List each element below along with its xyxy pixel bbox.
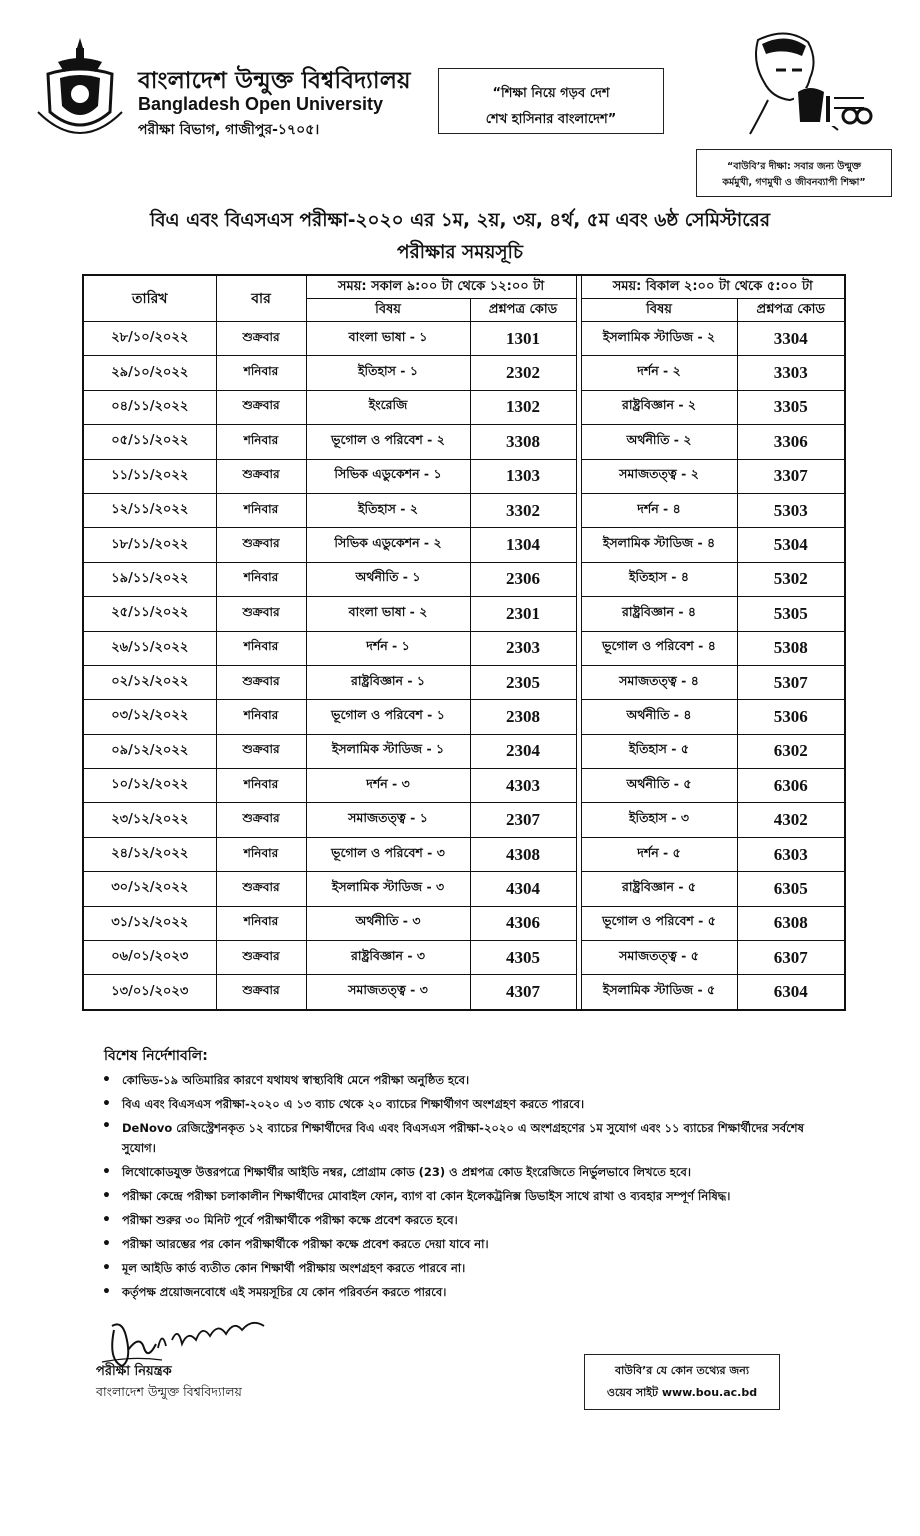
morning-subject-cell: ভূগোল ও পরিবেশ - ৩: [306, 837, 470, 871]
morning-subject-cell: সিভিক এডুকেশন - ১: [306, 459, 470, 493]
table-row: [83, 390, 845, 424]
day-cell: শনিবার: [216, 837, 306, 871]
afternoon-code-cell: 6306: [737, 769, 845, 803]
bullet-icon: •: [102, 1284, 111, 1300]
instructions-heading: বিশেষ নির্দেশাবলি:: [104, 1048, 208, 1064]
instruction-item: [96, 1256, 816, 1280]
morning-code-cell: 1303: [470, 459, 576, 493]
bullet-icon: •: [102, 1260, 111, 1276]
morning-code-cell: 2305: [470, 665, 576, 699]
day-cell: শনিবার: [216, 906, 306, 940]
afternoon-subject-cell: ভূগোল ও পরিবেশ - ৪: [581, 631, 737, 665]
morning-subject-cell: দর্শন - ৩: [306, 769, 470, 803]
morning-code-cell: 1302: [470, 390, 576, 424]
day-cell: শুক্রবার: [216, 390, 306, 424]
day-cell: শনিবার: [216, 562, 306, 596]
morning-subject-cell: অর্থনীতি - ৩: [306, 906, 470, 940]
date-cell: ২৯/১০/২০২২: [83, 356, 216, 390]
morning-code-cell: 1301: [470, 322, 576, 356]
morning-subject-cell: ইংরেজি: [306, 390, 470, 424]
morning-code-cell: 2304: [470, 734, 576, 768]
afternoon-subject-cell: সমাজতত্ত্ব - ৪: [581, 665, 737, 699]
date-cell: ১৩/০১/২০২৩: [83, 975, 216, 1010]
instruction-item: [96, 1092, 816, 1116]
morning-code-cell: 2308: [470, 700, 576, 734]
afternoon-code-cell: 5305: [737, 597, 845, 631]
date-cell: ০২/১২/২০২২: [83, 665, 216, 699]
instruction-item: [96, 1116, 816, 1160]
afternoon-code-cell: 4302: [737, 803, 845, 837]
afternoon-code-cell: 6308: [737, 906, 845, 940]
date-cell: ২৩/১২/২০২২: [83, 803, 216, 837]
afternoon-code-cell: 6303: [737, 837, 845, 871]
bullet-icon: •: [102, 1118, 111, 1134]
afternoon-code-cell: 5306: [737, 700, 845, 734]
date-cell: ১৯/১১/২০২২: [83, 562, 216, 596]
bullet-icon: •: [102, 1164, 111, 1180]
afternoon-code-cell: 6304: [737, 975, 845, 1010]
afternoon-subject-cell: ভূগোল ও পরিবেশ - ৫: [581, 906, 737, 940]
exam-schedule-table: [82, 274, 846, 1011]
table-row: [83, 459, 845, 493]
morning-subject-cell: ইসলামিক স্টাডিজ - ১: [306, 734, 470, 768]
column-header-morning-code: প্রশ্নপত্র কোড: [470, 299, 576, 322]
morning-code-cell: 1304: [470, 528, 576, 562]
university-logo-icon: [30, 34, 130, 144]
afternoon-subject-cell: অর্থনীতি - ২: [581, 425, 737, 459]
bullet-icon: •: [102, 1188, 111, 1204]
instruction-text: পরীক্ষা শুরুর ৩০ মিনিট পূর্বে পরীক্ষার্থীকে পরীক্ষা কক্ষে প্রবেশ করতে হবে।: [122, 1213, 458, 1227]
table-row: [83, 597, 845, 631]
day-cell: শুক্রবার: [216, 528, 306, 562]
afternoon-session-header: সময়: বিকাল ২:০০ টা থেকে ৫:০০ টা: [581, 275, 845, 299]
date-cell: ০৩/১২/২০২২: [83, 700, 216, 734]
date-cell: ২৬/১১/২০২২: [83, 631, 216, 665]
slogan-line-2: শেখ হাসিনার বাংলাদেশ”: [485, 112, 617, 127]
instruction-text: কোভিড-১৯ অতিমারির কারণে যথাযথ স্বাস্থ্যবিধি মেনে পরীক্ষা অনুষ্ঠিত হবে।: [122, 1073, 470, 1087]
morning-code-cell: 2307: [470, 803, 576, 837]
date-cell: ০৯/১২/২০২২: [83, 734, 216, 768]
bullet-icon: •: [102, 1072, 111, 1088]
date-cell: ১৮/১১/২০২২: [83, 528, 216, 562]
instruction-item: [96, 1068, 816, 1092]
afternoon-subject-cell: ইতিহাস - ৫: [581, 734, 737, 768]
date-cell: ০৪/১১/২০২২: [83, 390, 216, 424]
afternoon-code-cell: 3306: [737, 425, 845, 459]
morning-subject-cell: ভূগোল ও পরিবেশ - ২: [306, 425, 470, 459]
day-cell: শনিবার: [216, 493, 306, 527]
afternoon-subject-cell: রাষ্ট্রবিজ্ঞান - ৫: [581, 872, 737, 906]
day-cell: শুক্রবার: [216, 975, 306, 1010]
morning-code-cell: 2301: [470, 597, 576, 631]
table-row: [83, 528, 845, 562]
instruction-text: DeNovo রেজিস্ট্রেশনকৃত ১২ ব্যাচের শিক্ষার্থীদের বিএ এবং বিএসএস পরীক্ষা-২০২০ এ অংশগ্রহণের ১ম সুযোগ এবং ১১ ব্যাচের শিক্ষার্থীদের সর্বশেষ সুযোগ।: [122, 1121, 804, 1155]
university-name-bn: বাংলাদেশ উন্মুক্ত বিশ্ববিদ্যালয়: [138, 68, 411, 94]
afternoon-subject-cell: দর্শন - ২: [581, 356, 737, 390]
column-header-afternoon-code: প্রশ্নপত্র কোড: [737, 299, 845, 322]
bullet-icon: •: [102, 1236, 111, 1252]
afternoon-subject-cell: ইসলামিক স্টাডিজ - ২: [581, 322, 737, 356]
morning-subject-cell: সমাজতত্ত্ব - ৩: [306, 975, 470, 1010]
table-row: [83, 356, 845, 390]
afternoon-subject-cell: সমাজতত্ত্ব - ২: [581, 459, 737, 493]
morning-code-cell: 4307: [470, 975, 576, 1010]
instruction-item: [96, 1208, 816, 1232]
date-cell: ৩০/১২/২০২২: [83, 872, 216, 906]
document-subtitle: পরীক্ষার সময়সূচি: [397, 242, 523, 263]
day-cell: শুক্রবার: [216, 734, 306, 768]
column-header-morning-subject: বিষয়: [306, 299, 470, 322]
afternoon-subject-cell: অর্থনীতি - ৪: [581, 700, 737, 734]
table-row: [83, 322, 845, 356]
afternoon-subject-cell: সমাজতত্ত্ব - ৫: [581, 941, 737, 975]
vision-line-1: “বাউবি’র দীক্ষা: সবার জন্য উন্মুক্ত: [727, 161, 861, 172]
morning-code-cell: 4308: [470, 837, 576, 871]
vision-line-2: কর্মমুখী, গণমুখী ও জীবনব্যাপী শিক্ষা”: [722, 177, 866, 188]
morning-subject-cell: রাষ্ট্রবিজ্ঞান - ১: [306, 665, 470, 699]
morning-code-cell: 4306: [470, 906, 576, 940]
table-row: [83, 941, 845, 975]
afternoon-subject-cell: ইতিহাস - ৪: [581, 562, 737, 596]
afternoon-subject-cell: দর্শন - ৪: [581, 493, 737, 527]
day-cell: শুক্রবার: [216, 459, 306, 493]
column-header-afternoon-subject: বিষয়: [581, 299, 737, 322]
morning-code-cell: 4304: [470, 872, 576, 906]
date-cell: ২৫/১১/২০২২: [83, 597, 216, 631]
instruction-text: বিএ এবং বিএসএস পরীক্ষা-২০২০ এ ১৩ ব্যাচ থেকে ২০ ব্যাচের শিক্ষার্থীগণ অংশগ্রহণ করতে পারবে।: [122, 1097, 585, 1111]
day-cell: শুক্রবার: [216, 322, 306, 356]
slogan-box: [438, 68, 664, 134]
instruction-item: [96, 1160, 816, 1184]
date-cell: ১০/১২/২০২২: [83, 769, 216, 803]
morning-subject-cell: বাংলা ভাষা - ১: [306, 322, 470, 356]
instruction-item: [96, 1232, 816, 1256]
table-row: [83, 837, 845, 871]
day-cell: শনিবার: [216, 425, 306, 459]
university-address: পরীক্ষা বিভাগ, গাজীপুর-১৭০৫।: [138, 122, 320, 138]
university-name-en: Bangladesh Open University: [138, 94, 384, 114]
instruction-item: [96, 1184, 816, 1208]
morning-code-cell: 2303: [470, 631, 576, 665]
morning-subject-cell: দর্শন - ১: [306, 631, 470, 665]
morning-subject-cell: সিভিক এডুকেশন - ২: [306, 528, 470, 562]
morning-subject-cell: রাষ্ট্রবিজ্ঞান - ৩: [306, 941, 470, 975]
instruction-text: পরীক্ষা কেন্দ্রে পরীক্ষা চলাকালীন শিক্ষার্থীদের মোবাইল ফোন, ব্যাগ বা কোন ইলেকট্রনিক্স ডিভাইস সাথে রাখা ও ব্যবহার সম্পূর্ণ নিষিদ্ধ।: [122, 1189, 731, 1203]
table-row: [83, 734, 845, 768]
website-info-line-2: ওয়েব সাইট www.bou.ac.bd: [606, 1386, 758, 1399]
afternoon-code-cell: 6305: [737, 872, 845, 906]
slogan-line-1: “শিক্ষা নিয়ে গড়ব দেশ: [492, 86, 610, 101]
afternoon-code-cell: 3305: [737, 390, 845, 424]
day-cell: শনিবার: [216, 769, 306, 803]
date-cell: ২৮/১০/২০২২: [83, 322, 216, 356]
table-row: [83, 700, 845, 734]
afternoon-subject-cell: ইসলামিক স্টাডিজ - ৪: [581, 528, 737, 562]
date-cell: ২৪/১২/২০২২: [83, 837, 216, 871]
day-cell: শুক্রবার: [216, 803, 306, 837]
bullet-icon: •: [102, 1212, 111, 1228]
day-cell: শনিবার: [216, 356, 306, 390]
morning-session-header: সময়: সকাল ৯:০০ টা থেকে ১২:০০ টা: [306, 275, 576, 299]
morning-subject-cell: ইসলামিক স্টাডিজ - ৩: [306, 872, 470, 906]
day-cell: শুক্রবার: [216, 597, 306, 631]
table-row: [83, 769, 845, 803]
afternoon-subject-cell: রাষ্ট্রবিজ্ঞান - ২: [581, 390, 737, 424]
column-header-day: বার: [216, 275, 306, 322]
date-cell: ০৫/১১/২০২২: [83, 425, 216, 459]
document-title: বিএ এবং বিএসএস পরীক্ষা-২০২০ এর ১ম, ২য়, ৩য়, ৪র্থ, ৫ম এবং ৬ষ্ঠ সেমিস্টারের: [149, 210, 771, 231]
morning-subject-cell: ইতিহাস - ২: [306, 493, 470, 527]
afternoon-subject-cell: ইতিহাস - ৩: [581, 803, 737, 837]
schedule-rows: [83, 322, 845, 1010]
afternoon-code-cell: 5308: [737, 631, 845, 665]
day-cell: শনিবার: [216, 700, 306, 734]
table-row: [83, 975, 845, 1010]
signatory-title: পরীক্ষা নিয়ন্ত্রক: [96, 1364, 172, 1379]
table-row: [83, 803, 845, 837]
afternoon-subject-cell: দর্শন - ৫: [581, 837, 737, 871]
day-cell: শুক্রবার: [216, 665, 306, 699]
instructions-list: [96, 1068, 816, 1304]
afternoon-code-cell: 5303: [737, 493, 845, 527]
instruction-text: লিথোকোডযুক্ত উত্তরপত্রে শিক্ষার্থীর আইডি নম্বর, প্রোগ্রাম কোড (23) ও প্রশ্নপত্র কোড ইংরেজিতে নির্ভুলভাবে লিখতে হবে।: [122, 1165, 692, 1179]
morning-code-cell: 3302: [470, 493, 576, 527]
date-cell: ৩১/১২/২০২২: [83, 906, 216, 940]
afternoon-code-cell: 5304: [737, 528, 845, 562]
table-row: [83, 631, 845, 665]
table-row: [83, 562, 845, 596]
instruction-text: পরীক্ষা আরম্ভের পর কোন পরীক্ষার্থীকে পরীক্ষা কক্ষে প্রবেশ করতে দেয়া যাবে না।: [122, 1237, 489, 1251]
afternoon-code-cell: 6307: [737, 941, 845, 975]
vision-box: [696, 149, 892, 197]
afternoon-code-cell: 3304: [737, 322, 845, 356]
column-header-date: তারিখ: [83, 275, 216, 322]
instruction-text: কর্তৃপক্ষ প্রয়োজনবোধে এই সময়সূচির যে কোন পরিবর্তন করতে পারবে।: [122, 1285, 447, 1299]
table-row: [83, 665, 845, 699]
morning-code-cell: 4303: [470, 769, 576, 803]
day-cell: শুক্রবার: [216, 941, 306, 975]
morning-code-cell: 3308: [470, 425, 576, 459]
afternoon-code-cell: 5302: [737, 562, 845, 596]
day-cell: শনিবার: [216, 631, 306, 665]
bullet-icon: •: [102, 1096, 111, 1112]
morning-subject-cell: বাংলা ভাষা - ২: [306, 597, 470, 631]
table-row: [83, 906, 845, 940]
table-row: [83, 425, 845, 459]
website-info-box: [584, 1354, 780, 1410]
morning-code-cell: 2306: [470, 562, 576, 596]
morning-subject-cell: ইতিহাস - ১: [306, 356, 470, 390]
signatory-organization: বাংলাদেশ উন্মুক্ত বিশ্ববিদ্যালয়: [96, 1384, 242, 1399]
mujib-100-emblem-icon: [738, 30, 878, 138]
afternoon-subject-cell: অর্থনীতি - ৫: [581, 769, 737, 803]
date-cell: ১১/১১/২০২২: [83, 459, 216, 493]
afternoon-code-cell: 3307: [737, 459, 845, 493]
afternoon-code-cell: 5307: [737, 665, 845, 699]
day-cell: শুক্রবার: [216, 872, 306, 906]
afternoon-code-cell: 6302: [737, 734, 845, 768]
website-info-line-1: বাউবি’র যে কোন তথ্যের জন্য: [614, 1364, 750, 1377]
morning-subject-cell: অর্থনীতি - ১: [306, 562, 470, 596]
morning-subject-cell: ভূগোল ও পরিবেশ - ১: [306, 700, 470, 734]
instruction-text: মূল আইডি কার্ড ব্যতীত কোন শিক্ষার্থী পরীক্ষায় অংশগ্রহণ করতে পারবে না।: [122, 1261, 466, 1275]
table-row: [83, 872, 845, 906]
afternoon-subject-cell: রাষ্ট্রবিজ্ঞান - ৪: [581, 597, 737, 631]
morning-subject-cell: সমাজতত্ত্ব - ১: [306, 803, 470, 837]
date-cell: ০৬/০১/২০২৩: [83, 941, 216, 975]
morning-code-cell: 4305: [470, 941, 576, 975]
morning-code-cell: 2302: [470, 356, 576, 390]
date-cell: ১২/১১/২০২২: [83, 493, 216, 527]
table-row: [83, 493, 845, 527]
afternoon-subject-cell: ইসলামিক স্টাডিজ - ৫: [581, 975, 737, 1010]
afternoon-code-cell: 3303: [737, 356, 845, 390]
